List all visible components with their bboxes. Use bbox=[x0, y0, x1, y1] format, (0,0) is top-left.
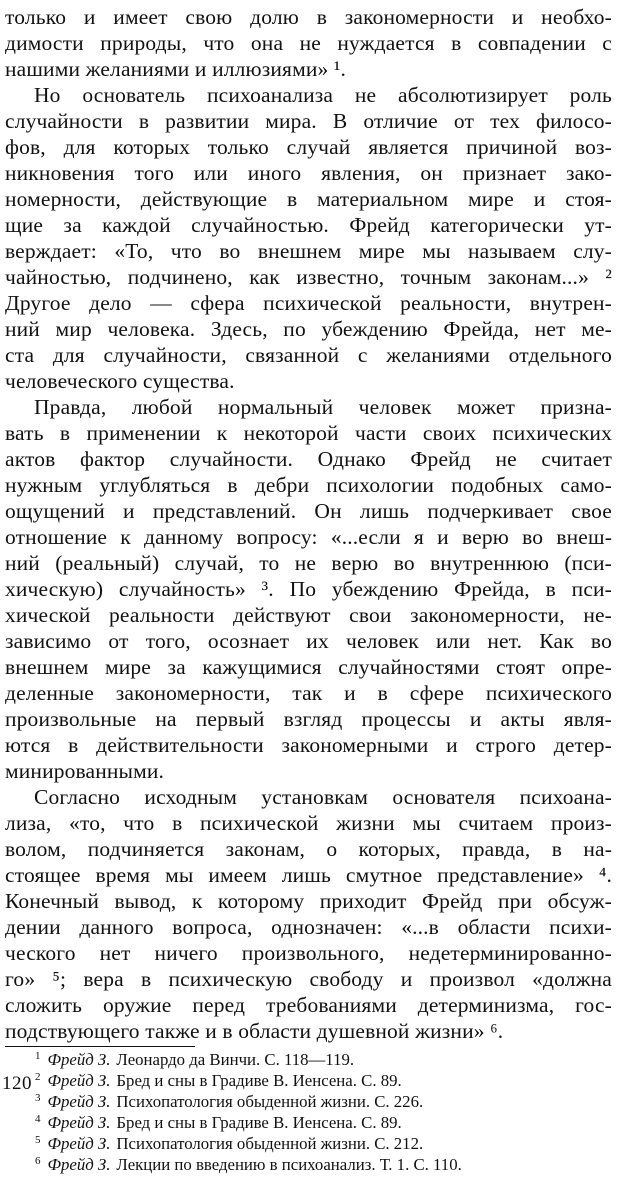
footnote-author: Фрейд З. bbox=[47, 1113, 111, 1132]
footnote bbox=[35, 1133, 423, 1154]
text-line: сложить оружие перед требованиями детерминизма, гос- bbox=[5, 993, 612, 1017]
footnote bbox=[35, 1154, 462, 1175]
text-line: лиза, «то, что в психической жизни мы считаем произ- bbox=[5, 811, 612, 835]
text-line: Но основатель психоанализа не абсолютизирует роль bbox=[34, 83, 612, 107]
page-number: 120 bbox=[2, 1073, 32, 1094]
text-line: минированными. bbox=[5, 759, 165, 783]
footnote-author: Фрейд З. bbox=[47, 1071, 111, 1090]
footnote-number: 6 bbox=[35, 1155, 41, 1167]
text-line: человеческого существа. bbox=[5, 369, 235, 393]
footnote-author: Фрейд З. bbox=[47, 1155, 111, 1174]
text-line: нужным углубляться в дебри психологии подобных само- bbox=[5, 473, 612, 497]
text-line: ста для случайности, связанной с желаниями отдельного bbox=[5, 343, 612, 367]
text-line: деленные закономерности, так и в сфере психического bbox=[5, 681, 612, 705]
text-line: нашими желаниями и иллюзиями» ¹. bbox=[5, 57, 347, 81]
text-line: го» ⁵; вера в психическую свободу и произвол «должна bbox=[5, 967, 612, 991]
text-line: верждает: «То, что во внешнем мире мы называем слу- bbox=[5, 239, 612, 263]
text-line: номерности, действующие в материальном мире и стоя- bbox=[5, 187, 612, 211]
text-line: Конечный вывод, к которому приходит Фрейд при обсуж- bbox=[5, 889, 612, 913]
text-line: Другое дело — сфера психической реальности, внутрен- bbox=[5, 291, 612, 315]
text-line: вать в применении к некоторой части своих психических bbox=[5, 421, 612, 445]
text-line: волом, подчиняется законам, о которых, правда, в на- bbox=[5, 837, 612, 861]
text-line: фов, для которых только случай является причиной воз- bbox=[5, 135, 612, 159]
text-line: только и имеет свою долю в закономерности и необхо- bbox=[5, 5, 612, 29]
footnote bbox=[35, 1049, 354, 1070]
footnote-text: Психопатология обыденной жизни. С. 212. bbox=[116, 1134, 424, 1153]
footnote-text: Леонардо да Винчи. С. 118—119. bbox=[116, 1050, 355, 1069]
text-line: ний (реальный) случай, то не верю во внутреннюю (пси- bbox=[5, 551, 612, 575]
footnote-number: 3 bbox=[35, 1092, 41, 1104]
text-line: случайности в развитии мира. В отличие от тех филосо- bbox=[5, 109, 612, 133]
text-line: хической реальности действуют свои закономерности, не- bbox=[5, 603, 612, 627]
text-line: дении данного вопроса, однозначен: «...в области психи- bbox=[5, 915, 612, 939]
footnote bbox=[35, 1091, 423, 1112]
footnote-text: Лекции по введению в психоанализ. Т. 1. С. 110. bbox=[116, 1155, 462, 1174]
text-line: димости природы, что она не нуждается в совпадении с bbox=[5, 31, 612, 55]
text-line: произвольные на первый взгляд процессы и акты явля- bbox=[5, 707, 612, 731]
footnote-author: Фрейд З. bbox=[47, 1134, 111, 1153]
footnote-number: 1 bbox=[35, 1050, 41, 1062]
text-line: хическую) случайность» ³. По убеждению Фрейда, в пси- bbox=[5, 577, 612, 601]
text-line: ческого нет ничего произвольного, недетерминированно- bbox=[5, 941, 612, 965]
footnote-number: 5 bbox=[35, 1134, 41, 1146]
text-line: зависимо от того, осознает их человек или нет. Как во bbox=[5, 629, 612, 653]
footnote-number: 4 bbox=[35, 1113, 41, 1125]
text-line: щие за каждой случайностью. Фрейд категорически ут- bbox=[5, 213, 612, 237]
footnote-divider bbox=[5, 1046, 195, 1047]
text-line: подствующего также и в области душевной жизни» ⁶. bbox=[5, 1019, 504, 1043]
footnote bbox=[35, 1112, 402, 1133]
text-line: Правда, любой нормальный человек может призна- bbox=[34, 395, 612, 419]
footnote-author: Фрейд З. bbox=[47, 1092, 111, 1111]
text-line: стоящее время мы имеем лишь смутное представление» ⁴. bbox=[5, 863, 612, 887]
text-line: внешнем мире за кажущимися случайностями стоят опре- bbox=[5, 655, 612, 679]
text-line: Согласно исходным установкам основателя психоана- bbox=[34, 785, 612, 809]
text-line: отношение к данному вопросу: «...если я и верю во внеш- bbox=[5, 525, 612, 549]
text-line: чайностью, подчинено, как известно, точным законам...» ² bbox=[5, 265, 612, 289]
text-line: ощущений и представлений. Он лишь подчеркивает свое bbox=[5, 499, 612, 523]
text-line: актов фактор случайности. Однако Фрейд не считает bbox=[5, 447, 612, 471]
text-line: ний мир человека. Здесь, по убеждению Фрейда, нет ме- bbox=[5, 317, 612, 341]
text-line: никновения того или иного явления, он признает зако- bbox=[5, 161, 612, 185]
text-line: ются в действительности закономерными и строго детер- bbox=[5, 733, 612, 757]
footnote bbox=[35, 1070, 402, 1091]
footnote-text: Бред и сны в Градиве В. Иенсена. С. 89. bbox=[116, 1071, 402, 1090]
footnote-number: 2 bbox=[35, 1071, 41, 1083]
footnote-text: Психопатология обыденной жизни. С. 226. bbox=[116, 1092, 424, 1111]
footnote-text: Бред и сны в Градиве В. Иенсена. С. 89. bbox=[116, 1113, 402, 1132]
footnote-author: Фрейд З. bbox=[47, 1050, 111, 1069]
